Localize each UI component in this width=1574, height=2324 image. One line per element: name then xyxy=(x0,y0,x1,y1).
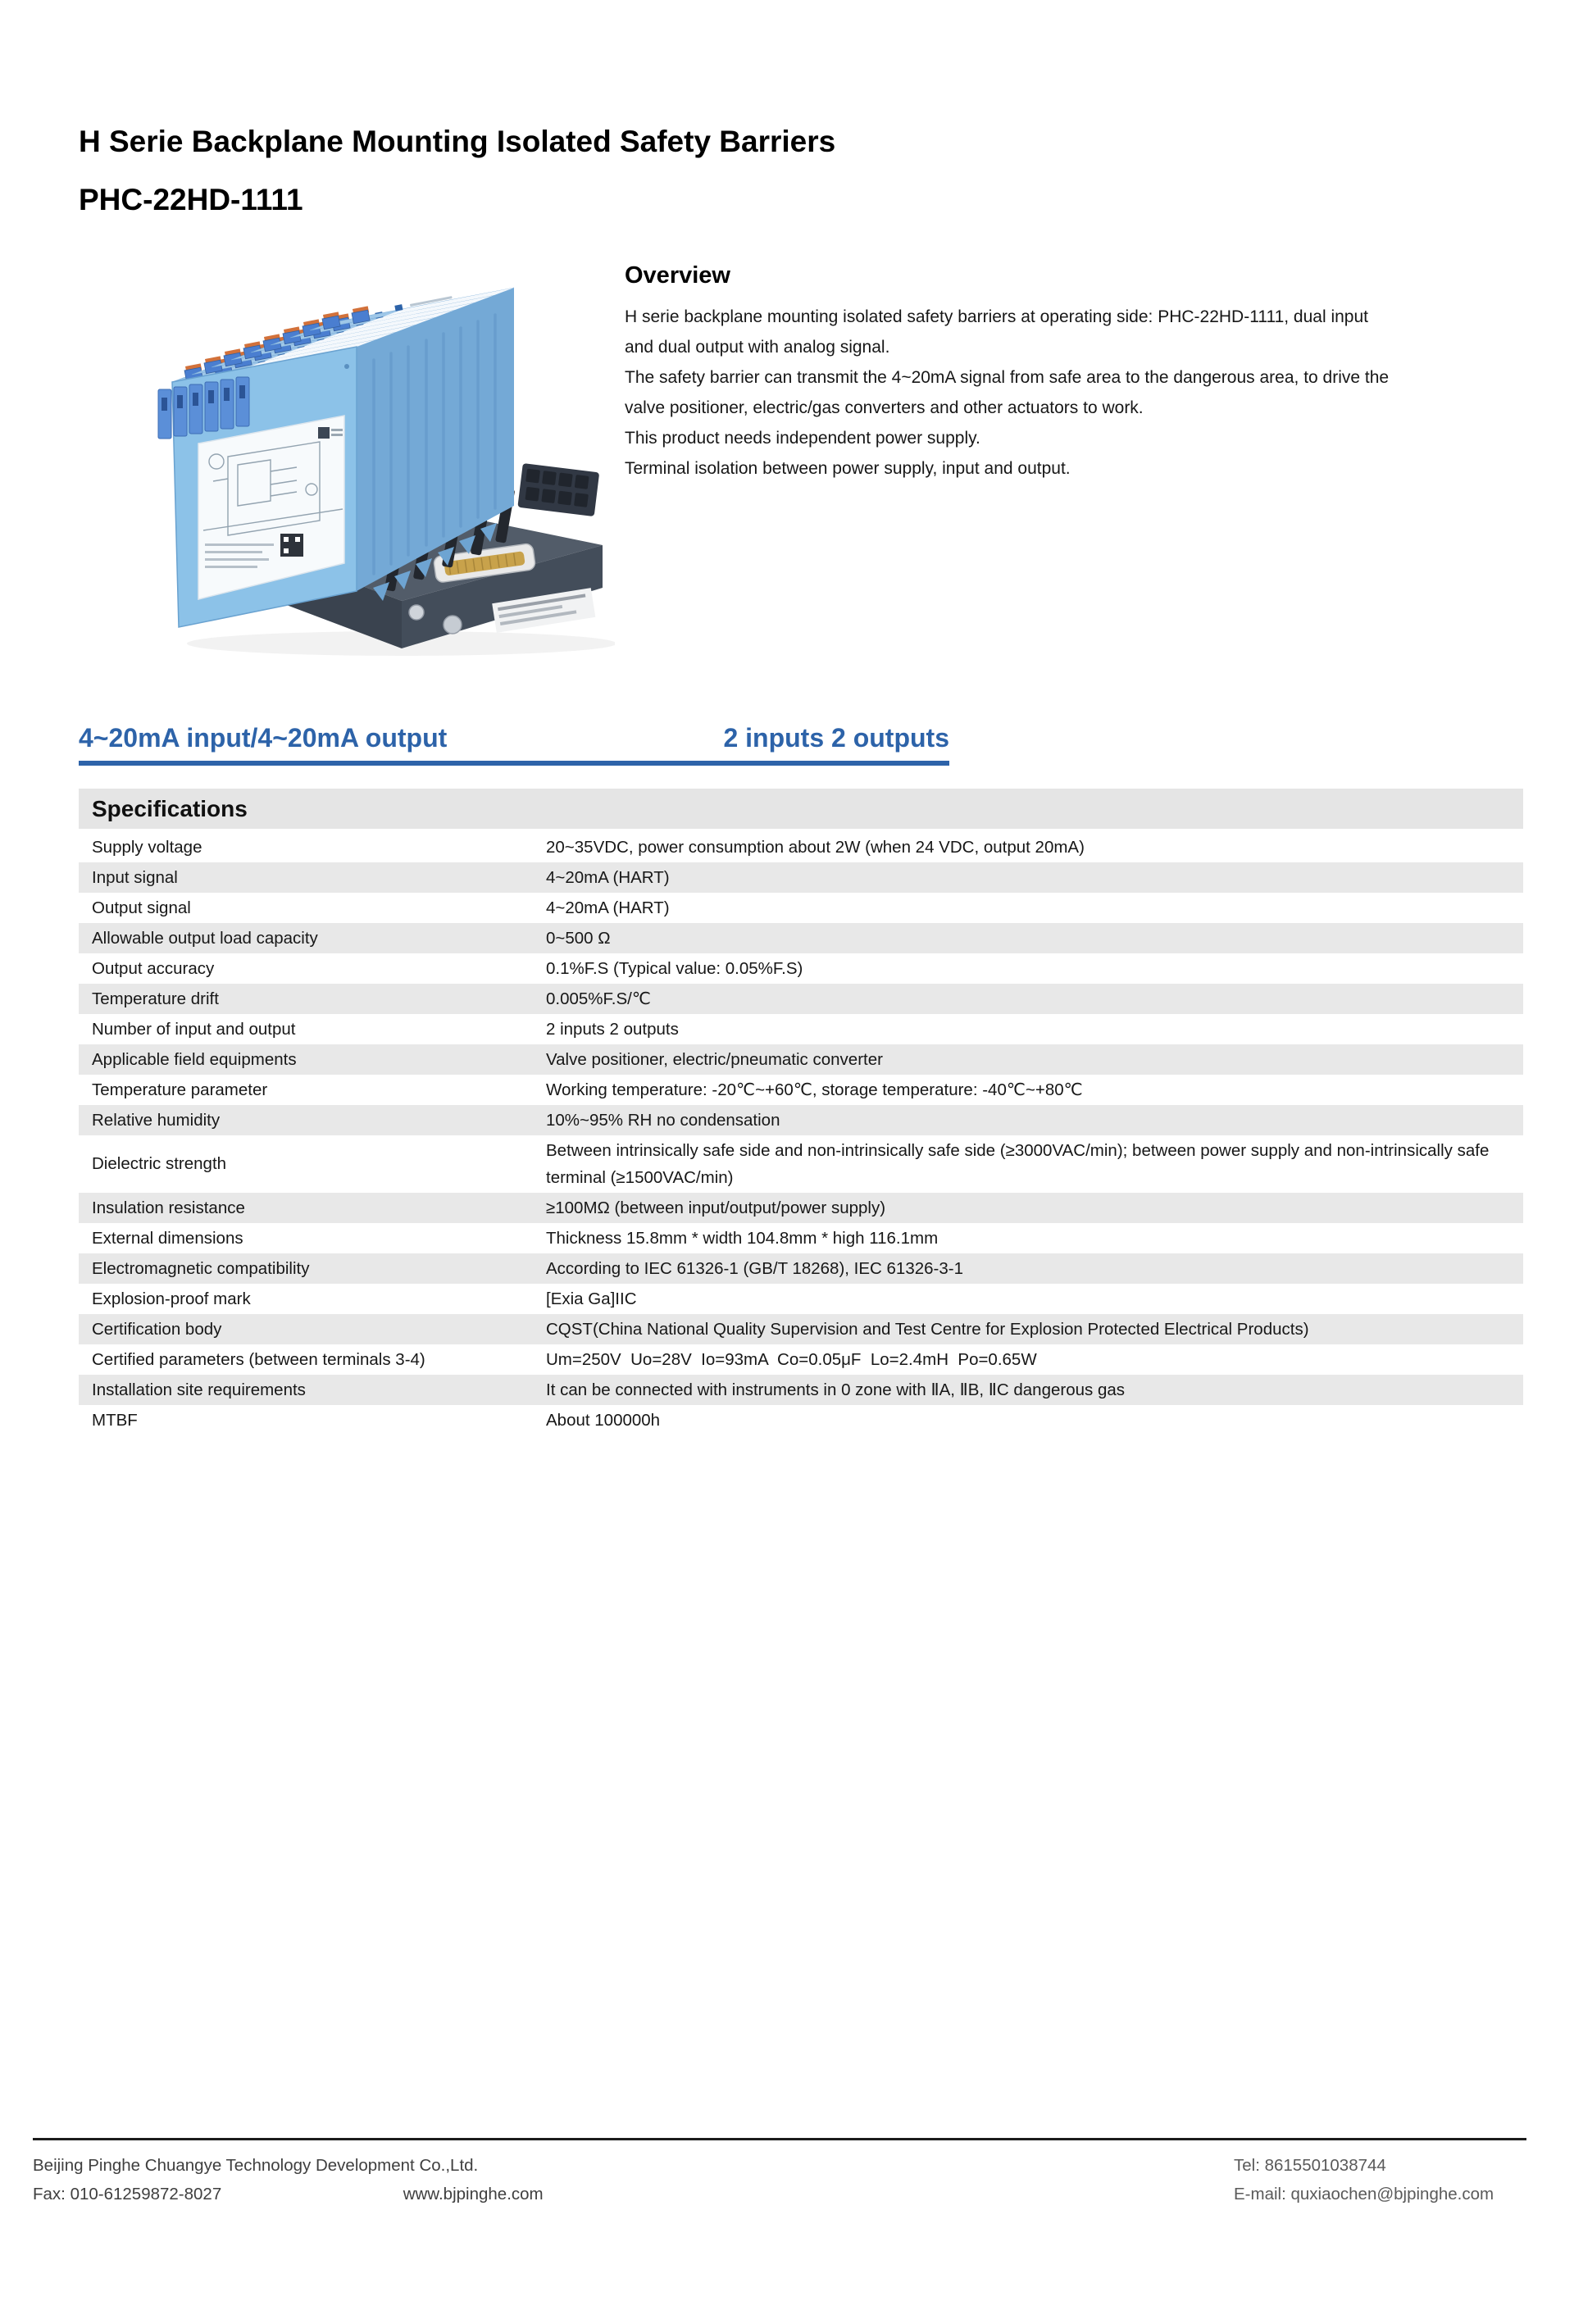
specifications-heading: Specifications xyxy=(79,789,1523,829)
signal-header xyxy=(79,723,949,766)
spec-label: Explosion-proof mark xyxy=(92,1289,251,1308)
spec-label: Dielectric strength xyxy=(92,1154,227,1173)
footer-left-block xyxy=(33,2151,544,2208)
spec-label: Insulation resistance xyxy=(92,1198,245,1217)
footer-right-block xyxy=(1234,2151,1526,2208)
spec-label: Certified parameters (between terminals 3-4) xyxy=(92,1349,425,1369)
spec-value: About 100000h xyxy=(546,1411,661,1430)
overview-section xyxy=(625,262,1574,484)
spec-row xyxy=(79,1405,1523,1435)
spec-value: 0~500 Ω xyxy=(546,929,611,948)
specifications-section xyxy=(79,789,1523,1435)
spec-value: According to IEC 61326-1 (GB/T 18268), IEC 61326-3-1 xyxy=(546,1259,963,1278)
spec-value: 10%~95% RH no condensation xyxy=(546,1111,780,1130)
footer-tel: Tel: 8615501038744 xyxy=(1234,2156,1386,2175)
spec-label: Applicable field equipments xyxy=(92,1049,297,1069)
spec-row xyxy=(79,1344,1523,1375)
spec-row xyxy=(79,1014,1523,1044)
page-footer xyxy=(33,2138,1526,2208)
overview-line: The safety barrier can transmit the 4~20mA signal from safe area to the dangerous area, to drive the xyxy=(625,368,1390,387)
product-model: PHC-22HD-1111 xyxy=(79,182,303,216)
spec-row xyxy=(79,1193,1523,1223)
spec-row xyxy=(79,923,1523,953)
spec-label: Number of input and output xyxy=(92,1019,296,1039)
spec-row xyxy=(79,893,1523,923)
overview-line: H serie backplane mounting isolated safety barriers at operating side: PHC-22HD-1111, dual input xyxy=(625,307,1368,326)
spec-row xyxy=(79,1284,1523,1314)
spec-label: Supply voltage xyxy=(92,837,202,857)
spec-row xyxy=(79,1135,1523,1193)
spec-label: Output accuracy xyxy=(92,958,215,978)
signal-header-left: 4~20mA input/4~20mA output xyxy=(79,723,448,753)
spec-value: It can be connected with instruments in 0 zone with ⅡA, ⅡB, ⅡC dangerous gas xyxy=(546,1380,1126,1399)
overview-line: This product needs independent power supply. xyxy=(625,429,980,448)
overview-line: and dual output with analog signal. xyxy=(625,338,890,357)
qr-code xyxy=(280,534,303,557)
spec-row xyxy=(79,1075,1523,1105)
spec-row xyxy=(79,1375,1523,1405)
spec-value: 0.1%F.S (Typical value: 0.05%F.S) xyxy=(546,959,803,978)
spec-value: 4~20mA (HART) xyxy=(546,868,670,887)
footer-company: Beijing Pinghe Chuangye Technology Development Co.,Ltd. xyxy=(33,2156,479,2175)
spec-value: Between intrinsically safe side and non-intrinsically safe side (≥3000VAC/min); between power supply and non-intrinsically safe terminal (≥1500VAC/min) xyxy=(546,1141,1494,1187)
spec-label: Input signal xyxy=(92,867,178,887)
spec-label: External dimensions xyxy=(92,1228,243,1248)
spec-row xyxy=(79,832,1523,862)
spec-value: 0.005%F.S/℃ xyxy=(546,989,651,1008)
product-title: H Serie Backplane Mounting Isolated Safety Barriers xyxy=(79,125,836,158)
spec-row xyxy=(79,953,1523,984)
overview-paragraphs xyxy=(625,302,1574,484)
spec-label: Installation site requirements xyxy=(92,1380,306,1399)
overview-heading: Overview xyxy=(625,262,730,289)
signal-header-right: 2 inputs 2 outputs xyxy=(723,723,949,753)
spec-label: Temperature drift xyxy=(92,989,219,1008)
spec-value: ≥100MΩ (between input/output/power supply) xyxy=(546,1198,886,1217)
spec-label: Electromagnetic compatibility xyxy=(92,1258,310,1278)
spec-row xyxy=(79,1314,1523,1344)
spec-value: Valve positioner, electric/pneumatic converter xyxy=(546,1050,883,1069)
spec-value: 4~20mA (HART) xyxy=(546,898,670,917)
spec-label: Relative humidity xyxy=(92,1110,221,1130)
spec-row xyxy=(79,984,1523,1014)
footer-email-link[interactable]: E-mail: quxiaochen@bjpinghe.com xyxy=(1234,2185,1494,2203)
spec-value: Thickness 15.8mm * width 104.8mm * high 116.1mm xyxy=(546,1229,939,1248)
spec-row xyxy=(79,1253,1523,1284)
spec-value: CQST(China National Quality Supervision and Test Centre for Explosion Protected Electrical Products) xyxy=(546,1320,1309,1339)
spec-table xyxy=(79,832,1523,1435)
product-photo-illustration xyxy=(156,275,615,660)
footer-fax: Fax: 010-61259872-8027 xyxy=(33,2185,222,2203)
spec-row xyxy=(79,1223,1523,1253)
spec-value: Working temperature: -20℃~+60℃, storage temperature: -40℃~+80℃ xyxy=(546,1080,1083,1099)
spec-value: Um=250V Uo=28V Io=93mA Co=0.05μF Lo=2.4mH Po=0.65W xyxy=(546,1350,1037,1369)
spec-label: Certification body xyxy=(92,1319,222,1339)
spec-label: Output signal xyxy=(92,898,191,917)
spec-value: 20~35VDC, power consumption about 2W (when 24 VDC, output 20mA) xyxy=(546,838,1085,857)
footer-website-link[interactable]: www.bjpinghe.com xyxy=(403,2185,544,2203)
product-photo xyxy=(156,275,615,660)
spec-row xyxy=(79,1044,1523,1075)
spec-value: [Exia Ga]IIC xyxy=(546,1289,637,1308)
spec-label: Temperature parameter xyxy=(92,1080,268,1099)
footer-divider xyxy=(33,2138,1526,2140)
overview-line: valve positioner, electric/gas converters and other actuators to work. xyxy=(625,398,1144,417)
spec-value: 2 inputs 2 outputs xyxy=(546,1020,679,1039)
spec-label: Allowable output load capacity xyxy=(92,928,318,948)
overview-line: Terminal isolation between power supply, input and output. xyxy=(625,459,1071,478)
spec-label: MTBF xyxy=(92,1410,138,1430)
spec-row xyxy=(79,1105,1523,1135)
page-title xyxy=(79,125,835,217)
spec-row xyxy=(79,862,1523,893)
